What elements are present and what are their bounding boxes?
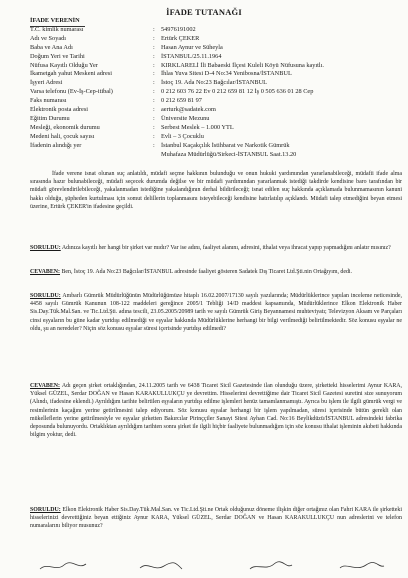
info-value: KIRKLARELİ İli Babaeski İlçesi Kuleli Köyü Nüfusuna kayıtlı. [161,61,324,69]
info-label: İfadenin alındığı yer [30,141,82,149]
info-value: Evli – 3 Çocuklu [161,132,204,140]
info-value: İstoç 19. Ada No:23 Bağcılar/İSTANBUL [161,79,268,87]
info-colon: : [153,141,155,149]
info-row [30,151,402,160]
info-label: Eğitim Durumu [30,114,70,122]
answer-label: CEVABEN: [30,269,61,275]
info-row [30,97,402,106]
info-value: Muhafaza Müdürlüğü/Sirkeci-İSTANBUL Saat.13.20 [161,150,297,158]
info-row [30,70,402,79]
info-label: Mesleği, ekonomik durumu [30,123,100,131]
info-value: 54976191002 [161,25,196,33]
signature-2 [140,563,182,569]
info-value: 0 212 603 76 22 Ev 0 212 659 81 12 İş 0 505 636 01 28 Cep [161,88,314,96]
qa-block-1 [30,244,402,262]
info-label: Baba ve Ana Adı [30,43,73,51]
info-row [30,79,402,88]
info-value: 0 212 659 81 97 [161,97,202,105]
signatures [30,560,390,574]
info-label: Doğum Yeri ve Tarihi [30,52,85,60]
info-row [30,133,402,142]
info-row [30,53,402,62]
info-label: Elektronik posta adresi [30,106,89,113]
question-text: Elkon Elektronik Haber Sis.Day.Tük.Mal.San. ve Tic.Ltd.Şti.ne Ortak olduğunuz döneme ilişkin diğer ortağınız olan Fahri KARA ile şirketteki hisselerinizi devrettiğiniz beyan ettiğiniz Aynur KARA, Yüksel GÜZEL, Serdar DOĞAN ve Hasan KARAKULLUKÇU nun adreslerini ve telefon numaralarını biliyor musunuz? [30,507,402,530]
info-colon: : [153,123,155,131]
info-colon: : [153,43,155,51]
info-label: Faks numarası [30,97,67,105]
document-title: İFADE TUTANAĞI [166,7,242,17]
info-row [30,35,402,44]
info-row [30,44,402,53]
info-value: Serbest Meslek – 1.000 YTL [161,123,234,131]
question-text: Ambarlı Gümrük Müdürlüğünün Müdürlüğümüze hitaplı 16.02.2007/17130 sayılı yazılarında; Müdürlüklerince yapılan inceleme neticesinde, 4458 sayılı Gümrük Kanunun 108-122 maddeleri gereğince 2005/1 Tebliği 14/D maddesi kapsamında, Müdürlüklerince Elkon Elektronik Haber Sis.Day.Tük.Mal.San. ve Tic.Ltd.Şti. adına tescili, 23.05.2005/20989 tarih ve sayılı Gümrük Giriş Beyannamesi muhteviyatı; Televizyon Aksam ve Parçaları cinsi eşyaların bu güne kadar yurtdışı edilmediği ve eşyalar hakkında Müdürlüklerine herhangi bir bilgi verilmediği belirtilmektedir. Söz konusu eşyalar ne oldu, şu an neredeler? Niçin söz konusu eşyalar süresi içerisinde yurtdışı edilmedi? [30,293,402,332]
info-colon: : [153,34,155,42]
info-label: Varsa telefonu (Ev-İş-Cep-itibal) [30,88,113,96]
signature-4 [340,562,384,568]
info-colon: : [153,25,155,33]
question-label: SORULDU: [30,507,61,513]
answer-text: Adı geçen şirket ortaklığından, 24.11.2005 tarih ve 6438 Ticaret Sicil Gazetesinde ilan olunduğu üzere, şirketteki hisselerimi Aynur KARA, Yüksel GÜZEL, Serdar DOĞAN ve Hasan KARAKULLUKÇU ye devrettim. Hisselerimi devrettiğime dair Ticaret Sicil Gazetesi suretini size sunuyorum (Alındı, ifadesine eklendi.) Ayrıldığım tarihte belirtilen eşyaların yurtdışı edilme işlemleri henüz tamamlanmamıştı. Ayrıca bu işlem ile ilgili gümrük vergi ve resimlerinin kaçağını yerine getirilmesini talep ediyorum. Söz konusu eşyalar herhangi bir işlem yapılmadan, süresi içerisinde bütün gerekli olan mükelleflerin yerine getirilmesiyle ve eşyalar şirketten Bakırcılar Pirinççiler Sanayi Sitesi Ayhan Cad. No:16 Beylikdüzü/İSTANBUL adresindeki fabrika deposunda bulunuyordu. Ortaklıktan ayrıldığım tarihten sonra şirket ile ilgili hiçbir faaliyete bulunmadığım için söz konusu ithalat işleminin akıbeti hakkında bilgim yoktur, dedi. [30,383,402,439]
info-label: Adı ve Soyadı [30,34,67,42]
qa-block-4 [30,382,402,500]
info-colon: : [153,52,155,60]
answer-label: CEVABEN: [30,383,61,389]
info-label: İşyeri Adresi [30,79,63,87]
info-value: Ertürk ÇEKER [161,34,200,42]
info-label: İFADE VERENİN [30,17,80,24]
qa-block-3 [30,292,402,376]
info-colon: : [153,61,155,69]
info-colon: : [153,88,155,96]
info-colon: : [153,97,155,105]
qa-block-5 [30,506,402,548]
info-label: T.C. kimlik numarası [30,25,84,33]
info-value: Hasan Aynur ve Süheyla [161,43,223,51]
info-row [30,142,402,151]
info-row [30,62,402,71]
info-row [30,115,402,124]
signature-3 [250,562,292,569]
info-row [30,17,402,26]
signature-1 [40,563,86,569]
info-value: aerturk@sadatek.com [161,106,216,113]
info-value: İstanbul Kaçakçılık İstihbarat ve Narkotik Gümrük [161,141,290,149]
info-label: İkametgah yahut Meskeni adresi [30,70,113,78]
info-colon: : [153,70,155,78]
intro-text: İfade verene isnat olunan suç anlatıldı, müdafi seçme hakkının bulunduğu ve onun hukuki yardımından yararlanabileceği, müdafii ifade alma sırasında hazır bulunabileceği, müdafi seçecek durumda değilse ve bir müdafi yardımından yararlanmak istediği takdirde kendisine baro tarafından bir müdafi görevlendirilebileceği, yakalanmadan istediğine yakalandığının derhal bildirileceği; isnat edilen suç hakkında açıklamada bulunmamasının kanuni hakkı olduğu, şüpheden kurtulması için somut delillerin toplanmasını isteyebileceği kendisine hatırlatılıp açıklandı. Müdafi talep etmediğini beyan etmesi üzerine, Ertürk ÇEKER'in ifadesine geçildi. [30,171,402,210]
info-colon: : [153,106,155,113]
info-row [30,88,402,97]
intro-paragraph [30,170,402,238]
info-row [30,106,402,115]
info-row [30,26,402,35]
info-value: İhlas Yuva Sitesi D-4 No:34 Yenibosna/İSTANBUL [161,70,292,78]
qa-block-2 [30,268,402,286]
answer-text: Ben, İstoç 19. Ada No:23 Bağcılar/İSTANBUL adresinde faaliyet gösteren Sadatek Dış Ticaret Ltd.Şti.nin Ortağıyım, dedi. [61,269,353,275]
question-label: SORULDU: [30,245,61,251]
info-label: Nüfusa Kayıtlı Olduğu Yer [30,61,98,69]
info-value: İSTANBUL/25.11.1964 [161,52,222,60]
info-value: Üniversite Mezunu [161,114,210,122]
info-colon: : [153,114,155,122]
question-label: SORULDU: [30,293,61,299]
info-colon: : [153,79,155,87]
info-colon: : [153,132,155,140]
info-label: Medeni hali, çocuk sayısı [30,132,95,140]
question-text: Adınıza kayıtlı her hangi bir şirket var mıdır? Var ise adını, faaliyet alanını, adresini, ithalat veya ihracat yapıp yapmadığını anlatır mısınız? [61,245,391,251]
info-row [30,124,402,133]
